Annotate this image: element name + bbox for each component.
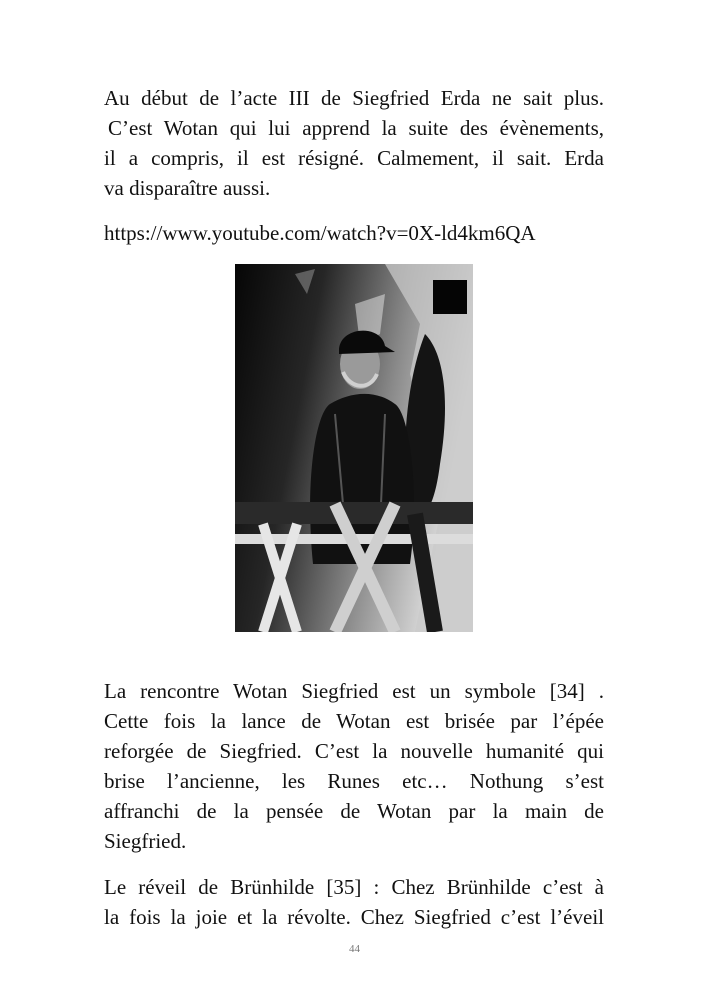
text-line: C’est Wotan qui lui apprend la suite des évènements, <box>108 116 604 140</box>
text-line: Au début de l’acte III de Siegfried Erda ne sait plus. <box>104 86 604 110</box>
page-number: 44 <box>349 943 360 955</box>
paragraph-1 <box>104 83 604 203</box>
photo-man-in-cap <box>235 264 473 632</box>
text-line: Cette fois la lance de Wotan est brisée par l’épée <box>104 709 604 733</box>
text-line: il a compris, il est résigné. Calmement, il sait. Erda <box>104 146 604 170</box>
text-line: brise l’ancienne, les Runes etc… Nothung s’est <box>104 769 604 793</box>
photo-illustration <box>235 264 473 632</box>
text-line: la fois la joie et la révolte. Chez Siegfried c’est l’éveil <box>104 905 604 929</box>
youtube-link[interactable]: https://www.youtube.com/watch?v=0X-ld4km6QA <box>104 221 536 245</box>
text-line: La rencontre Wotan Siegfried est un symbole [34] . <box>104 679 604 703</box>
text-line: va disparaître aussi. <box>104 176 271 200</box>
text-line: reforgée de Siegfried. C’est la nouvelle humanité qui <box>104 739 604 763</box>
paragraph-3 <box>104 872 604 932</box>
text-line: Le réveil de Brünhilde [35] : Chez Brünhilde c’est à <box>104 875 604 899</box>
text-line: Siegfried. <box>104 829 187 853</box>
paragraph-2 <box>104 676 604 856</box>
text-line: affranchi de la pensée de Wotan par la main de <box>104 799 604 823</box>
